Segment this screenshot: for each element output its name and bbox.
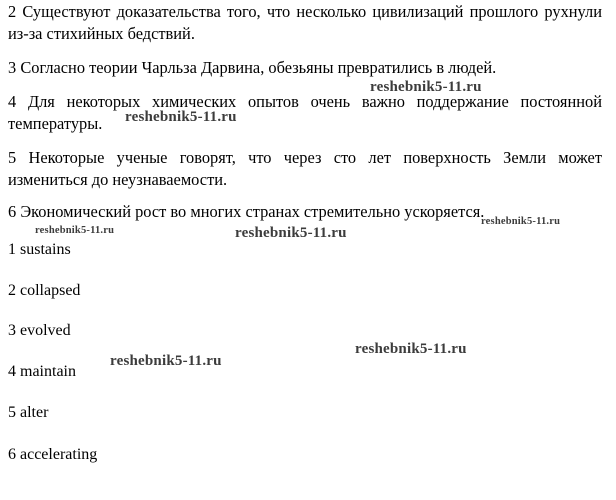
answer-number: 1 (8, 241, 16, 258)
sentence-text: Существуют доказательства того, что несколько цивилизаций прошлого рухнули из-за стихийных бедствий. (8, 2, 602, 43)
answer-word: alter (20, 404, 49, 421)
watermark: reshebnik5-11.ru (110, 353, 222, 369)
answer-number: 6 (8, 446, 16, 463)
sentence-2 (8, 1, 602, 45)
answer-number: 5 (8, 404, 16, 421)
sentence-3 (8, 57, 602, 79)
sentence-4 (8, 91, 602, 135)
answer-word: evolved (20, 322, 71, 339)
sentence-text: Некоторые ученые говорят, что через сто лет поверхность Земли может измениться до неузнаваемости. (8, 148, 602, 189)
watermark: reshebnik5-11.ru (370, 79, 482, 95)
watermark: reshebnik5-11.ru (35, 225, 115, 236)
answer-word: accelerating (20, 446, 98, 463)
watermark: reshebnik5-11.ru (235, 225, 347, 241)
sentence-number: 4 (8, 92, 17, 111)
sentence-number: 6 (8, 202, 17, 221)
watermark: reshebnik5-11.ru (481, 216, 561, 227)
answer-6 (8, 445, 97, 465)
sentence-number: 2 (8, 2, 17, 21)
answer-2 (8, 281, 80, 301)
answer-5 (8, 403, 48, 423)
answer-word: collapsed (20, 282, 81, 299)
answer-number: 4 (8, 363, 16, 380)
answer-word: sustains (20, 241, 71, 258)
answer-4 (8, 362, 76, 382)
answer-number: 2 (8, 282, 16, 299)
answer-word: maintain (20, 363, 76, 380)
sentence-text: Для некоторых химических опытов очень важно поддержание постоянной температуры. (8, 92, 602, 133)
watermark: reshebnik5-11.ru (125, 109, 237, 125)
answer-number: 3 (8, 322, 16, 339)
sentence-number: 5 (8, 148, 17, 167)
answer-3 (8, 321, 71, 341)
sentence-text: Согласно теории Чарльза Дарвина, обезьяны превратились в людей. (20, 58, 497, 77)
sentence-number: 3 (8, 58, 17, 77)
watermark: reshebnik5-11.ru (355, 341, 467, 357)
sentence-text: Экономический рост во многих странах стремительно ускоряется. (20, 202, 485, 221)
sentence-5 (8, 147, 602, 191)
answer-1 (8, 240, 71, 260)
